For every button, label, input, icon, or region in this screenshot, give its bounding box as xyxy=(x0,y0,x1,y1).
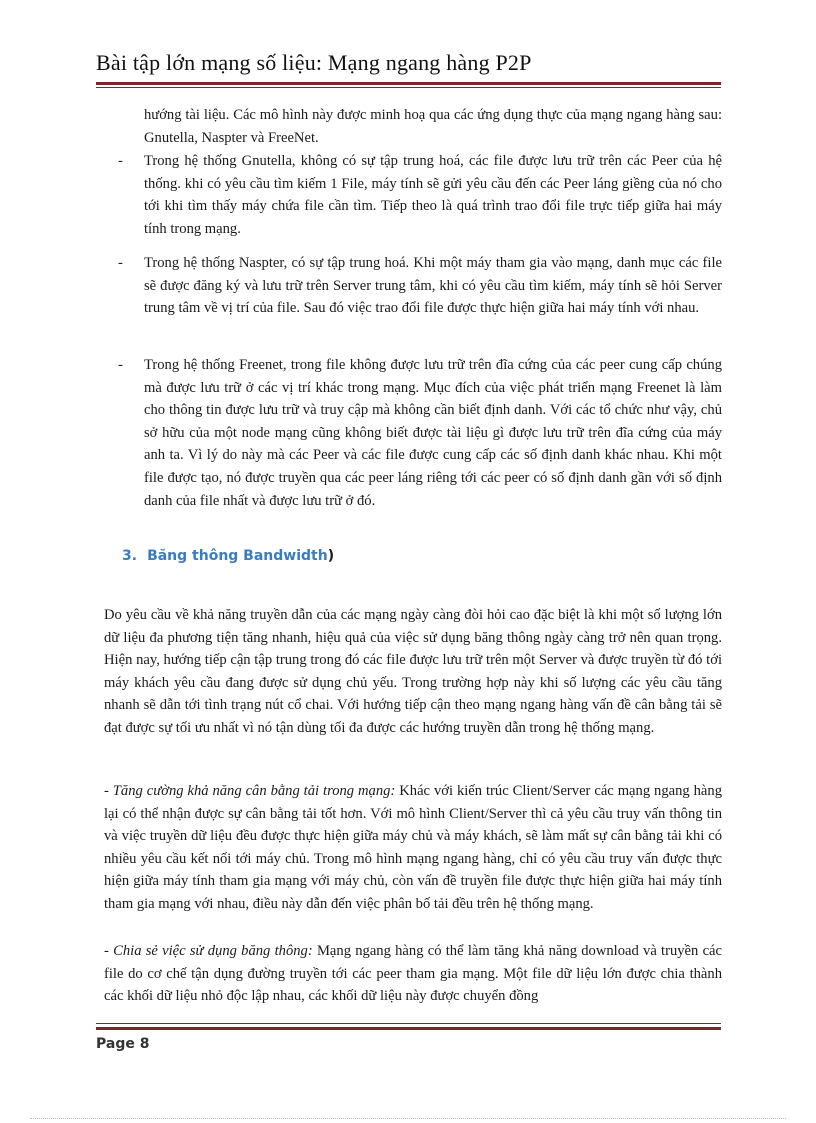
page-number: Page 8 xyxy=(96,1036,150,1052)
emphasis-point xyxy=(104,940,722,1008)
footer-rule-thin xyxy=(96,1023,721,1024)
point-text: Khác với kiến trúc Client/Server các mạng ngang hàng lại có thể nhận được sự cân bằng tải tốt hơn. Với mô hình Client/Server thì cả yêu cầu truy vấn thông tin và việc truyền dữ liệu đều được thực hiện giữa máy chủ và máy khách, sẽ làm mất sự cân bằng tải khi có nhiều yêu cầu kết nối tới máy chủ. Trong mô hình mạng ngang hàng, chỉ có yêu cầu truy vấn được thực hiện giữa máy tính tham gia mạng với máy chủ, còn vấn đề truyền file được thực hiện giữa hai máy tính tham gia mạng với nhau, điều này dẫn đến việc phân bố tải đều trên hệ thống mạng. xyxy=(104,783,723,912)
section-title-paren: ) xyxy=(327,548,335,564)
page-header-title: Bài tập lớn mạng số liệu: Mạng ngang hàng P2P xyxy=(96,50,532,75)
point-emphasis: Tăng cường khả năng cân bằng tải trong mạng: xyxy=(112,783,396,799)
list-item-text: hướng tài liệu. Các mô hình này được minh hoạ qua các ứng dụng thực của mạng ngang hàng sau: Gnutella, Naspter và FreeNet. xyxy=(144,107,722,146)
list-item xyxy=(118,104,722,149)
section-heading xyxy=(122,548,334,564)
body-paragraph: Do yêu cầu về khả năng truyền dẫn của các mạng ngày càng đòi hỏi cao đặc biệt là khi một số lượng lớn dữ liệu đa phương tiện tăng nhanh, hiệu quả của việc sử dụng băng thông ngày càng trở nên quan trọng. Hiện nay, hướng tiếp cận tập trung trong đó các file được lưu trữ trên một Server và được truyền từ đó tới máy khách yêu cầu đang được sử dụng chủ yếu. Trong trường hợp này khi số lượng các yêu cầu tăng nhanh sẽ dẫn tới tình trạng nút cổ chai. Với hướng tiếp cận theo mạng ngang hàng vấn đề cân bằng tải sẽ đạt được sự tối ưu nhất vì nó tận dùng tối đa được các hướng truyền dẫn trong hệ thống mạng. xyxy=(104,607,722,736)
emphasis-point xyxy=(104,780,722,916)
list-item-text: Trong hệ thống Freenet, trong file không được lưu trữ trên đĩa cứng của các peer cung cấp chúng mà được lưu trữ ở các vị trí khác trong mạng. Mục đích của việc phát triển mạng Freenet là làm cho thông tin được lưu trữ và truy cập mà không cần biết định danh. Với các tổ chức như vậy, chủ sở hữu của một node mạng cũng không biết được tài liệu gì được lưu trữ trên đĩa cứng của máy anh ta. Vì lý do này mà các Peer và các file được cung cấp các số định danh khác nhau. Khi một file được tạo, nó được truyền qua các peer láng riêng tới các peer có số định danh gần với số định danh của file nhất và được lưu trữ ở đó. xyxy=(144,357,722,509)
header-rule-thick xyxy=(96,82,721,85)
list-item-marker: - xyxy=(118,255,123,271)
point-lead: - xyxy=(104,943,114,959)
list-item xyxy=(118,252,722,320)
section-number: 3. xyxy=(122,548,138,564)
page-edge-divider xyxy=(30,1118,786,1119)
list-item xyxy=(118,150,722,240)
list-item-marker: - xyxy=(118,357,123,373)
list-item xyxy=(118,354,722,512)
point-emphasis: Chia sẻ việc sử dụng băng thông: xyxy=(113,943,313,959)
header-rule-thin xyxy=(96,87,721,88)
footer-rule-thick xyxy=(96,1027,721,1030)
section-title: Băng thông Bandwidth xyxy=(147,548,328,564)
list-item-text: Trong hệ thống Naspter, có sự tập trung hoá. Khi một máy tham gia vào mạng, danh mục các file sẽ được đăng ký và lưu trữ trên Server trung tâm, khi có yêu cầu tìm kiếm, máy tính sẽ hỏi Server trung tâm về vị trí của file. Sau đó việc trao đổi file được thực hiện giữa hai máy tính với nhau. xyxy=(144,255,722,317)
point-text: Mạng ngang hàng có thể làm tăng khả năng download và truyền các file do cơ chế tận dụng đường truyền tới các peer tham gia mạng. Một file dữ liệu lớn được chia thành các khối dữ liệu nhỏ độc lập nhau, các khối dữ liệu này được chuyển đồng xyxy=(104,943,722,1005)
list-item-text: Trong hệ thống Gnutella, không có sự tập trung hoá, các file được lưu trữ trên các Peer của hệ thống. khi có yêu cầu tìm kiếm 1 File, máy tính sẽ gửi yêu cầu đến các Peer láng giềng của nó cho tới khi tìm thấy máy chứa file cần tìm. Tiếp theo là quá trình trao đổi file trực tiếp giữa hai máy tính trong mạng. xyxy=(144,153,722,237)
list-item-marker: - xyxy=(118,153,123,169)
point-lead: - xyxy=(104,783,113,799)
